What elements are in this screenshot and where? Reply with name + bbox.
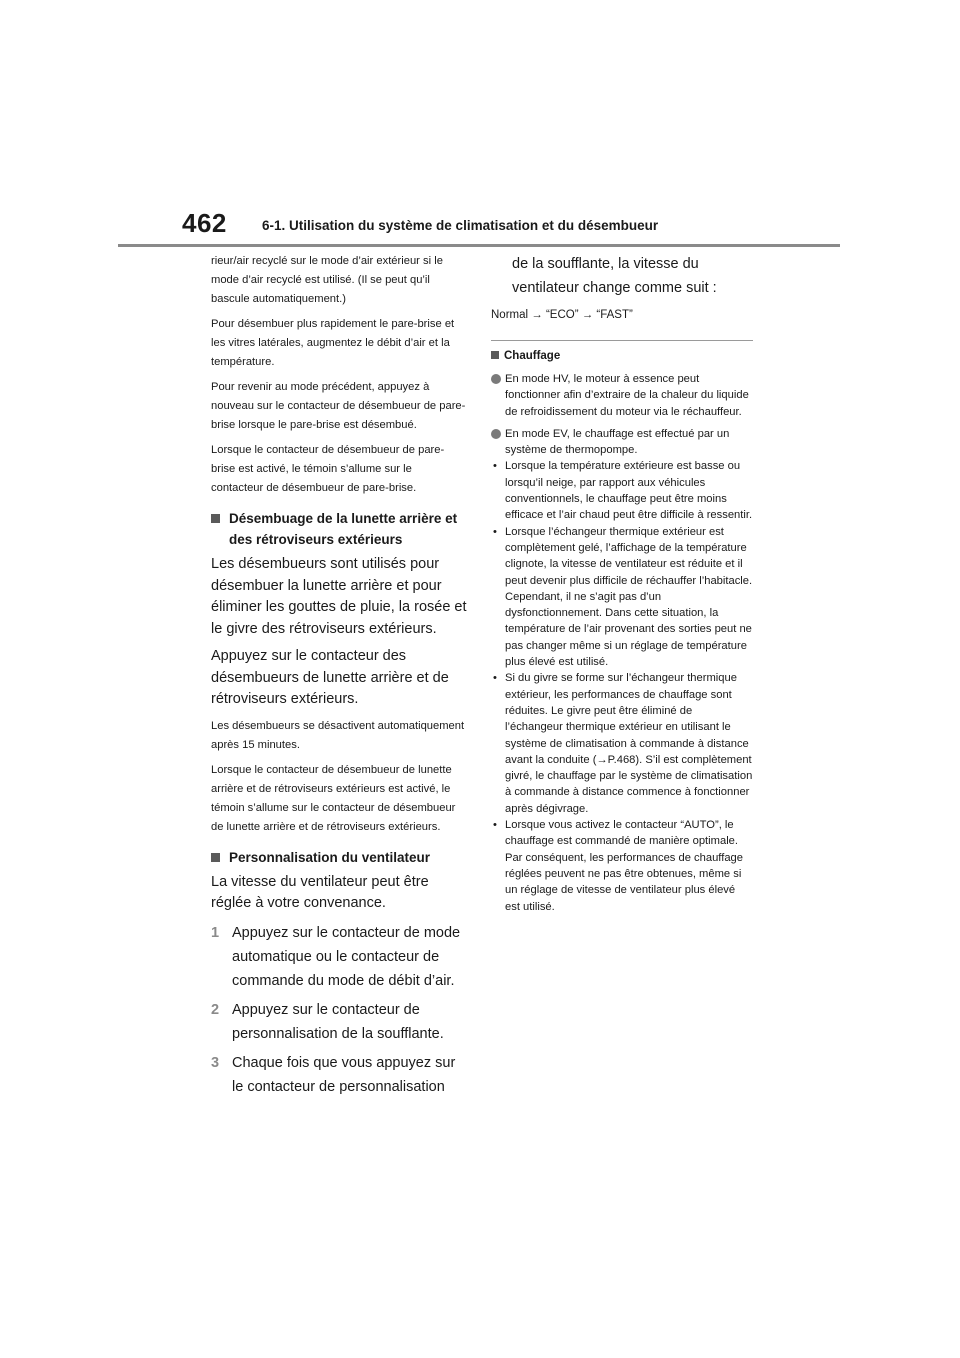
heading-text: Désembuage de la lunette arrière et des rétroviseurs extérieurs — [229, 511, 458, 547]
step-text: Appuyez sur le contacteur de mode automatique ou le contacteur de commande du mode de débit d’air. — [232, 924, 461, 989]
section-heading — [211, 847, 467, 868]
step-number: 3 — [211, 1054, 220, 1071]
list-item — [491, 670, 753, 817]
list-item-text: Si du givre se forme sur l’échangeur thermique extérieur, les performances de chauffage sont réduites. Le givre peut être éliminé de l’échangeur thermique extérieur en utilisant le système de climatisation à commande à distance avant la conduite (→P.468). S’il est complètement givré, le chauffage par le système de climatisation à commande à distance commence à fonctionner après dégivrage. — [505, 672, 753, 815]
paragraph: Lorsque le contacteur de désembueur de pare-brise est activé, le témoin s’allume sur le contacteur de désembueur de pare-brise. — [211, 444, 445, 494]
square-bullet-icon — [211, 853, 220, 862]
step-text: Appuyez sur le contacteur de personnalisation de la soufflante. — [232, 1001, 444, 1042]
heading-text: Personnalisation du ventilateur — [229, 849, 431, 865]
right-column — [491, 252, 753, 915]
paragraph: La vitesse du ventilateur peut être réglée à votre convenance. — [211, 873, 429, 911]
list-item-text: En mode EV, le chauffage est effectué par un système de thermopompe. — [505, 427, 730, 457]
fan-speed-sequence: Normal → “ECO” → “FAST” — [491, 309, 633, 321]
step-number: 2 — [211, 1001, 220, 1018]
header-divider — [118, 244, 840, 247]
section-heading — [491, 347, 753, 365]
bullet-icon: • — [493, 672, 497, 685]
paragraph: Pour revenir au mode précédent, appuyez à nouveau sur le contacteur de désembueur de pare-brise lorsque le pare-brise est désembué. — [211, 381, 466, 431]
step-number: 1 — [211, 924, 220, 941]
bullet-icon: • — [493, 819, 497, 832]
list-item — [491, 458, 753, 523]
square-bullet-icon — [211, 514, 220, 523]
list-item-text: Lorsque l’échangeur thermique extérieur est complètement gelé, l’affichage de la température clignote, la vitesse de ventilateur est réduite et il peut devenir plus difficile de réchauffer l’habitacle. Cependant, il ne s’agit pas d’un dysfonctionnement. Dans cette situation, la température de l’air provenant des sorties peut ne pas changer même si un réglage de température plus élevé est utilisé. — [505, 525, 753, 669]
paragraph: Lorsque le contacteur de désembueur de lunette arrière et de rétroviseurs extérieurs est activé, le témoin s’allume sur le contacteur de désembueur de lunette arrière et de rétroviseurs extérieurs. — [211, 763, 456, 833]
step-item — [211, 998, 467, 1046]
divider — [491, 340, 753, 341]
heading-text: Chauffage — [504, 350, 561, 362]
list-item — [491, 817, 753, 915]
paragraph: Les désembueurs se désactivent automatiquement après 15 minutes. — [211, 719, 465, 751]
paragraph: Pour désembuer plus rapidement le pare-brise et les vitres latérales, augmentez le débit d’air et la température. — [211, 318, 455, 368]
bullet-icon: • — [493, 460, 497, 473]
bullet-icon: • — [493, 525, 497, 538]
step-item — [211, 1051, 467, 1099]
paragraph: Les désembueurs sont utilisés pour désembuer la lunette arrière et pour éliminer les gouttes de pluie, la rosée et le givre des rétroviseurs extérieurs. — [211, 556, 467, 637]
list-item-text: En mode HV, le moteur à essence peut fonctionner afin d’extraire de la chaleur du liquide de refroidissement du moteur via le réchauffeur. — [505, 373, 749, 418]
page-number: 462 — [182, 208, 227, 238]
paragraph: rieur/air recyclé sur le mode d’air extérieur si le mode d’air recyclé est utilisé. (Il se peut qu’il bascule automatiquement.) — [211, 255, 443, 305]
circle-bullet-icon — [491, 429, 501, 439]
step-text: Chaque fois que vous appuyez sur le contacteur de personnalisation — [232, 1054, 456, 1095]
step-continuation: de la soufflante, la vitesse du ventilateur change comme suit : — [512, 256, 717, 296]
list-item — [491, 426, 753, 459]
list-item-text: Lorsque vous activez le contacteur “AUTO”, le chauffage est commandé de manière optimale. Par conséquent, les performances de chauffage réglées peuvent ne pas être obtenues, même si un réglage de vitesse de ventilateur plus élevé est utilisé. — [505, 819, 743, 913]
list-item — [491, 371, 753, 420]
square-bullet-icon — [491, 351, 499, 359]
paragraph: Appuyez sur le contacteur des désembueurs de lunette arrière et de rétroviseurs extérieurs. — [211, 648, 449, 707]
list-item — [491, 524, 753, 671]
step-item — [211, 921, 467, 993]
left-column — [211, 252, 467, 1104]
section-title: 6-1. Utilisation du système de climatisation et du désembueur — [262, 218, 659, 233]
section-heading — [211, 508, 467, 550]
circle-bullet-icon — [491, 374, 501, 384]
list-item-text: Lorsque la température extérieure est basse ou lorsqu’il neige, par rapport aux véhicules conventionnels, le chauffage peut être moins efficace et l’air chaud peut être difficile à ressentir. — [505, 460, 753, 522]
